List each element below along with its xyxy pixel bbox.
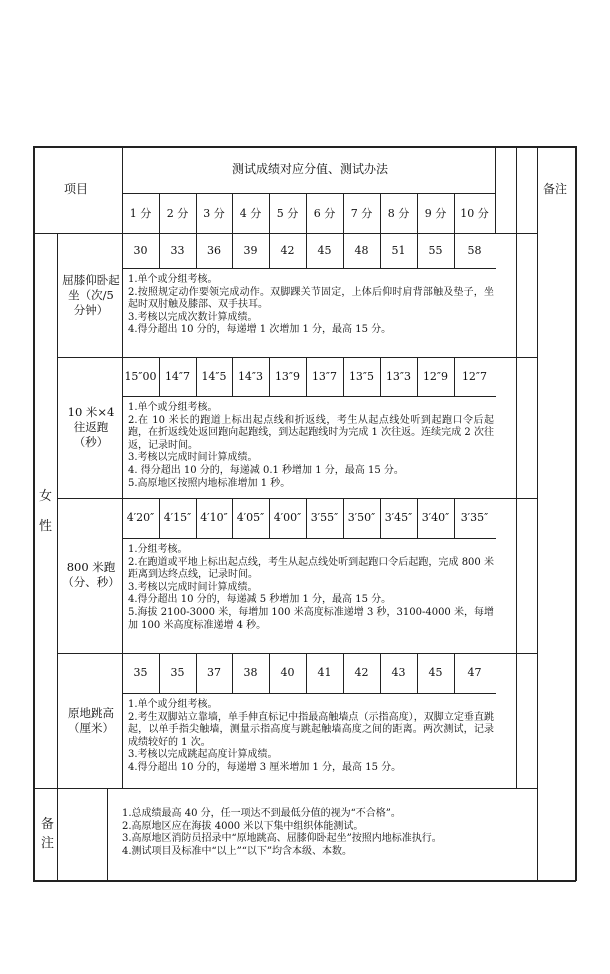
score-value-cell: 4′15″ [163, 511, 192, 524]
method-line: 1.单个或分组考核。 [128, 402, 218, 413]
score-value-cell: 4′05″ [236, 511, 265, 524]
score-value-cell: 42 [354, 666, 369, 679]
score-value-cell: 14″7 [164, 370, 191, 383]
grid-line-v [516, 233, 517, 788]
score-value-cell: 45 [317, 244, 332, 257]
method-line: 3.考核以完成次数计算成绩。 [128, 311, 258, 323]
method-line: 4. 得分超出 10 分的，每递减 0.1 秒增加 1 分，最高 15 分。 [128, 464, 404, 476]
notes-text [122, 808, 542, 858]
score-value-cell: 12″9 [422, 370, 449, 383]
grid-line-v [575, 146, 577, 881]
grid-line-v [33, 146, 35, 881]
grid-line-h [57, 653, 537, 654]
score-header-cell: 5 分 [276, 207, 299, 220]
method-line: 4.得分超出 10 分的，每递减 5 秒增加 1 分，最高 15 分。 [128, 594, 392, 606]
method-line: 3.考核以完成时间计算成绩。 [128, 581, 258, 593]
header-method-title: 测试成绩对应分值、测试办法 [231, 162, 388, 176]
grid-line-h [33, 788, 537, 789]
method-line: 4.得分超出 10 分的，每递增 3 厘米增加 1 分，最高 15 分。 [128, 761, 402, 773]
test-method-text [128, 544, 494, 632]
score-value-cell: 45 [428, 666, 443, 679]
grid-line-v [495, 146, 496, 233]
score-value-cell: 3′35″ [460, 511, 489, 524]
score-header-cell: 1 分 [129, 207, 152, 220]
test-item-name: 800 米跑（分、秒） [62, 560, 120, 589]
score-value-cell: 30 [133, 244, 148, 257]
method-line: 1.单个或分组考核。 [128, 699, 218, 710]
score-value-cell: 4′10″ [200, 511, 228, 524]
score-value-cell: 58 [467, 244, 482, 257]
score-value-cell: 13″5 [348, 370, 375, 383]
grid-line-v [107, 788, 108, 880]
test-item-name: 10 米×4 往返跑（秒） [67, 405, 115, 449]
test-method-text [128, 274, 494, 337]
score-value-cell: 3′55″ [310, 511, 339, 524]
score-value-cell: 14″3 [237, 370, 264, 383]
header-remarks: 备注 [543, 182, 568, 196]
gender-char-1: 女 [39, 489, 53, 504]
score-value-cell: 40 [280, 666, 295, 679]
score-value-cell: 3′40″ [421, 511, 450, 524]
score-value-cell: 43 [391, 666, 406, 679]
score-value-cell: 14″5 [201, 370, 227, 383]
grid-line-h [57, 498, 537, 499]
method-line: 5.海拔 2100-3000 米，每增加 100 米高度标准递增 3 秒，3100-4000 米，每增加 100 米高度标准递增 4 秒。 [128, 606, 494, 631]
score-value-cell: 39 [243, 244, 258, 257]
method-line: 2.在跑道或平地上标出起点线，考生从起点线处听到起跑口令后起跑，完成 800 米距离到达终点线，记录时间。 [128, 556, 494, 581]
method-line: 2.按照规定动作要领完成动作。双脚踝关节固定，上体后仰时肩背部触及垫子，坐起时双肘触及膝部、双手扶耳。 [128, 286, 494, 311]
notes-label-2: 注 [41, 836, 55, 851]
score-value-cell: 41 [317, 666, 332, 679]
score-value-cell: 35 [170, 666, 185, 679]
grid-line-h [122, 268, 496, 269]
score-value-cell: 51 [391, 244, 406, 257]
score-value-cell: 12″7 [461, 370, 488, 383]
score-value-cell: 36 [207, 244, 221, 257]
grid-line-v [57, 788, 58, 880]
score-header-cell: 9 分 [424, 207, 447, 220]
note-line: 2.高原地区应在海拔 4000 米以下集中组织体能测试。 [122, 820, 364, 832]
gender-char-2: 性 [39, 519, 53, 534]
grid-line-h [122, 538, 496, 539]
score-value-cell: 48 [354, 244, 369, 257]
score-header-cell: 8 分 [387, 207, 410, 220]
grid-line-v [537, 146, 538, 880]
score-value-cell: 38 [243, 666, 258, 679]
header-project: 项目 [64, 182, 89, 196]
score-value-cell: 15″00 [124, 370, 157, 383]
note-line: 1.总成绩最高 40 分，任一项达不到最低分值的视为“不合格”。 [122, 808, 401, 819]
grid-line-h [122, 396, 496, 397]
score-value-cell: 35 [133, 666, 148, 679]
test-item-name: 原地跳高（厘米） [68, 706, 114, 735]
grid-line-h [33, 880, 576, 882]
method-line: 2.考生双脚站立靠墙，单手伸直标记中指最高触墙点（示指高度），双脚立定垂直跳起，以单手指尖触墙，测量示指高度与跳起触墙高度之间的距离。两次测试，记录成绩较好的 1 次。 [128, 711, 494, 748]
grid-line-v [57, 233, 58, 788]
method-line: 5.高原地区按照内地标准增加 1 秒。 [128, 477, 291, 489]
score-header-cell: 7 分 [350, 207, 373, 220]
score-value-cell: 13″9 [274, 370, 301, 383]
method-line: 1.单个或分组考核。 [128, 274, 218, 285]
grid-line-v [516, 146, 517, 233]
grid-line-h [122, 193, 495, 194]
score-value-cell: 42 [280, 244, 295, 257]
score-header-cell: 10 分 [460, 207, 489, 220]
note-line: 3.高原地区消防员招录中“原地跳高、屈膝仰卧起坐”按照内地标准执行。 [122, 833, 442, 845]
method-line: 4.得分超出 10 分的，每递增 1 次增加 1 分，最高 15 分。 [128, 324, 392, 336]
score-value-cell: 4′20″ [126, 511, 155, 524]
score-value-cell: 47 [467, 666, 482, 679]
score-value-cell: 3′45″ [384, 511, 413, 524]
score-value-cell: 3′50″ [347, 511, 376, 524]
score-header-cell: 2 分 [166, 207, 189, 220]
score-value-cell: 4′00″ [273, 511, 302, 524]
grid-line-h [33, 233, 537, 234]
test-method-text [128, 699, 494, 775]
test-method-text [128, 402, 494, 490]
method-line: 2.在 10 米长的跑道上标出起点线和折返线，考生从起点线处听到起跑口令后起跑，在折返线处返回跑向起跑线，到达起跑线时为完成 1 次往返。连续完成 2 次往返，记录时间。 [128, 414, 494, 451]
score-value-cell: 13″7 [311, 370, 338, 383]
note-line: 4.测试项目及标准中“以上”“以下”均含本级、本数。 [122, 845, 352, 857]
score-header-cell: 3 分 [203, 207, 225, 220]
score-value-cell: 37 [207, 666, 221, 679]
score-header-cell: 6 分 [313, 207, 336, 220]
method-line: 3.考核以完成时间计算成绩。 [128, 452, 258, 464]
score-header-cell: 4 分 [239, 207, 262, 220]
score-value-cell: 33 [170, 244, 185, 257]
grid-line-h [122, 693, 496, 694]
grid-line-h [57, 357, 537, 358]
notes-label-1: 备 [41, 817, 55, 832]
test-item-name: 屈膝仰卧起坐（次/5 分钟） [62, 273, 120, 317]
method-line: 1.分组考核。 [128, 544, 188, 555]
method-line: 3.考核以完成跳起高度计算成绩。 [128, 749, 278, 761]
score-value-cell: 13″3 [385, 370, 412, 383]
score-value-cell: 55 [428, 244, 443, 257]
